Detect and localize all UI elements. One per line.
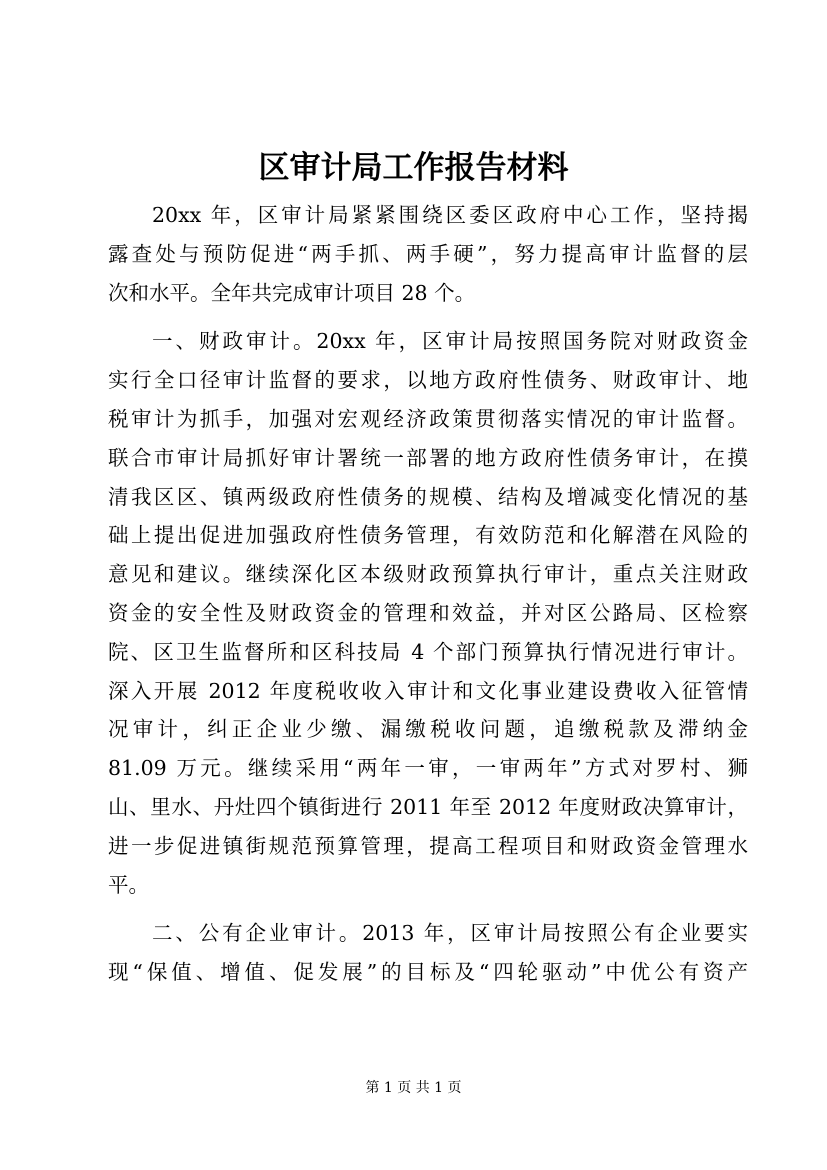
- paragraph-2-line-1: 一、财政审计。20xx 年，区审计局按照国务院对财政资金: [152, 329, 748, 354]
- paragraph-3-line-2: 现“保值、增值、促发展”的目标及“四轮驱动”中优公有资产: [108, 960, 748, 985]
- paragraph-3-line-1: 二、公有企业审计。2013 年，区审计局按照公有企业要实: [152, 921, 748, 946]
- paragraph-gap: [108, 312, 748, 322]
- paragraph-gap: [108, 904, 748, 914]
- paragraph-2-line-15: 平。: [108, 872, 149, 897]
- paragraph-2-line-4: 联合市审计局抓好审计署统一部署的地方政府性债务审计，在摸: [108, 445, 748, 470]
- paragraph-1-line-1: 20xx 年，区审计局紧紧围绕区委区政府中心工作，坚持揭: [152, 203, 748, 227]
- paragraph-2-line-7: 意见和建议。继续深化区本级财政预算执行审计，重点关注财政: [108, 562, 748, 587]
- page-number-footer: 第 1 页 共 1 页: [365, 1080, 462, 1096]
- paragraph-2-line-8: 资金的安全性及财政资金的管理和效益，并对区公路局、区检察: [108, 600, 748, 625]
- paragraph-1-line-2: 露查处与预防促进“两手抓、两手硬”，努力提高审计监督的层: [108, 241, 748, 266]
- paragraph-2-line-12: 81.09 万元。继续采用“两年一审，一审两年”方式对罗村、狮: [108, 756, 748, 781]
- paragraph-2-line-9: 院、区卫生监督所和区科技局 4 个部门预算执行情况进行审计。: [108, 639, 748, 664]
- paragraph-2-line-11: 况审计，纠正企业少缴、漏缴税收问题，追缴税款及滞纳金: [108, 717, 748, 742]
- paragraph-2-line-3: 税审计为抓手，加强对宏观经济政策贯彻落实情况的审计监督。: [108, 406, 748, 431]
- paragraph-2-line-2: 实行全口径审计监督的要求，以地方政府性债务、财政审计、地: [108, 368, 748, 393]
- paragraph-1-line-3: 次和水平。全年共完成审计项目 28 个。: [108, 280, 476, 305]
- paragraph-2-line-5: 清我区区、镇两级政府性债务的规模、结构及增减变化情况的基: [108, 484, 748, 509]
- paragraph-2-line-6: 础上提出促进加强政府性债务管理，有效防范和化解潜在风险的: [108, 523, 748, 548]
- paragraph-2-line-13: 山、里水、丹灶四个镇街进行 2011 年至 2012 年度财政决算审计，: [108, 794, 748, 819]
- paragraph-2-line-10: 深入开展 2012 年度税收收入审计和文化事业建设费收入征管情: [108, 678, 748, 703]
- document-title: 区审计局工作报告材料: [258, 150, 569, 186]
- document-body: [108, 196, 748, 992]
- paragraph-2-line-14: 进一步促进镇街规范预算管理，提高工程项目和财政资金管理水: [108, 833, 748, 858]
